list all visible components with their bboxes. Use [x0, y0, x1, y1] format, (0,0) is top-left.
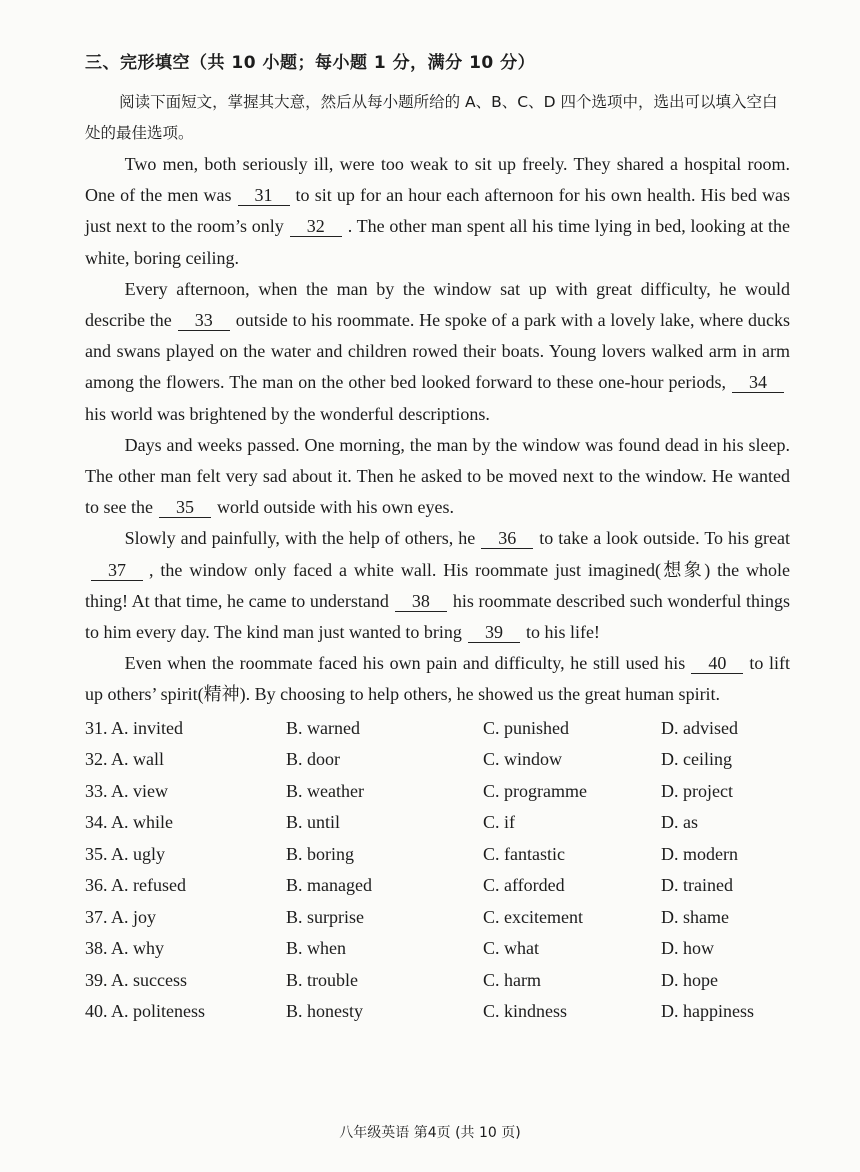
passage-text: Days and weeks passed. One morning, the man by the window was found dead in his sleep. The other man felt very sad about it. Then he asked to be moved next to the window. He wanted to see the — [85, 434, 790, 518]
passage-text: his roommate described such wonderful things to him every day. The kind man just wanted to bring — [85, 590, 790, 643]
blank-33: 33 — [178, 310, 230, 331]
passage-text: Slowly and painfully, with the help of others, he — [124, 528, 476, 549]
option-a: 39. A. success — [85, 969, 187, 990]
passage-paragraph-2 — [85, 274, 790, 430]
passage-text: . The other man spent all his time lying in bed, looking at the white, boring ceiling. — [85, 216, 790, 268]
passage-text: to sit up for an hour each afternoon for his own health. His bed was just next to the room’s only — [85, 185, 790, 237]
blank-40: 40 — [691, 653, 743, 674]
option-d: D. how — [661, 938, 714, 959]
option-b: B. trouble — [286, 969, 358, 990]
passage-text: , the window only faced a white wall. His roommate just imagined(想象) the whole thing! At that time, he came to understand — [85, 559, 790, 611]
option-c: C. programme — [483, 780, 587, 801]
blank-39: 39 — [468, 622, 520, 643]
question-row-38 — [85, 933, 790, 965]
blank-38: 38 — [395, 591, 447, 612]
passage-text: to lift up others’ spirit(精神). By choosing to help others, he showed us the great human spirit. — [85, 653, 791, 705]
passage-text: his world was brightened by the wonderful descriptions. — [85, 403, 490, 424]
question-row-36 — [85, 870, 790, 902]
blank-37: 37 — [91, 560, 143, 581]
question-row-34 — [85, 807, 790, 839]
blank-36: 36 — [481, 528, 533, 549]
passage-text: Even when the roommate faced his own pain and difficulty, he still used his — [124, 653, 686, 674]
option-a: 38. A. why — [85, 938, 165, 959]
exam-page — [85, 48, 790, 1028]
blank-35: 35 — [159, 497, 211, 518]
option-c: C. kindness — [483, 1001, 568, 1022]
option-d: D. ceiling — [661, 749, 732, 770]
option-c: C. excitement — [483, 906, 583, 927]
option-d: D. project — [661, 780, 733, 801]
option-c: C. if — [483, 812, 516, 833]
option-b: B. when — [286, 938, 346, 959]
option-b: B. honesty — [286, 1001, 364, 1022]
option-d: D. as — [661, 812, 698, 833]
passage-text: Two men, both seriously ill, were too weak to sit up freely. They shared a hospital room. One of the men was — [85, 154, 790, 206]
option-d: D. hope — [661, 969, 718, 990]
option-a: 31. A. invited — [85, 717, 183, 738]
question-row-35 — [85, 839, 790, 871]
blank-34: 34 — [732, 372, 784, 393]
option-b: B. until — [286, 812, 341, 833]
blank-32: 32 — [290, 216, 342, 237]
option-d: D. advised — [661, 717, 738, 738]
page-footer: 八年级英语 第4页 (共 10 页) — [339, 1125, 521, 1141]
option-b: B. surprise — [286, 906, 364, 927]
blank-31: 31 — [238, 185, 290, 206]
question-row-33 — [85, 776, 790, 808]
option-b: B. door — [286, 749, 340, 770]
question-row-37 — [85, 902, 790, 934]
option-a: 36. A. refused — [85, 875, 186, 896]
option-b: B. managed — [286, 875, 372, 896]
option-a: 34. A. while — [85, 812, 173, 833]
passage-text: world outside with his own eyes. — [216, 497, 454, 518]
passage-text: to take a look outside. To his great — [539, 528, 790, 549]
option-b: B. weather — [286, 780, 364, 801]
passage-paragraph-5 — [85, 648, 790, 710]
option-b: B. warned — [286, 717, 360, 738]
option-c: C. afforded — [483, 875, 565, 896]
option-d: D. trained — [661, 875, 733, 896]
option-a: 33. A. view — [85, 780, 168, 801]
option-a: 37. A. joy — [85, 906, 157, 927]
question-row-31 — [85, 713, 790, 745]
passage-text: Every afternoon, when the man by the window sat up with great difficulty, he would describe the — [85, 278, 790, 331]
option-c: C. what — [483, 938, 539, 959]
option-d: D. happiness — [661, 1001, 754, 1022]
option-d: D. shame — [661, 906, 729, 927]
option-c: C. fantastic — [483, 843, 565, 864]
option-a: 35. A. ugly — [85, 843, 166, 864]
passage-paragraph-1 — [85, 149, 790, 274]
option-c: C. punished — [483, 717, 570, 738]
passage-paragraph-4 — [85, 523, 790, 648]
option-c: C. harm — [483, 969, 541, 990]
option-a: 32. A. wall — [85, 749, 164, 770]
passage-paragraph-3 — [85, 430, 790, 524]
option-b: B. boring — [286, 843, 355, 864]
passage-text: to his life! — [525, 622, 600, 643]
answer-options — [85, 713, 790, 1028]
option-d: D. modern — [661, 843, 738, 864]
option-c: C. window — [483, 749, 563, 770]
question-row-40 — [85, 996, 790, 1028]
question-row-39 — [85, 965, 790, 997]
passage-text: outside to his roommate. He spoke of a park with a lovely lake, where ducks and swans played on the water and children rowed their boats. Young lovers walked arm in arm among the flowers. The man on the other bed looked forward to these one-hour periods, — [85, 310, 790, 393]
section-title: 三、完形填空（共 10 小题；每小题 1 分，满分 10 分） — [85, 53, 536, 73]
question-row-32 — [85, 744, 790, 776]
section-instruction: 阅读下面短文，掌握其大意，然后从每小题所给的 A、B、C、D 四个选项中，选出可以填入空白处的最佳选项。 — [85, 93, 778, 142]
option-a: 40. A. politeness — [85, 1001, 205, 1022]
